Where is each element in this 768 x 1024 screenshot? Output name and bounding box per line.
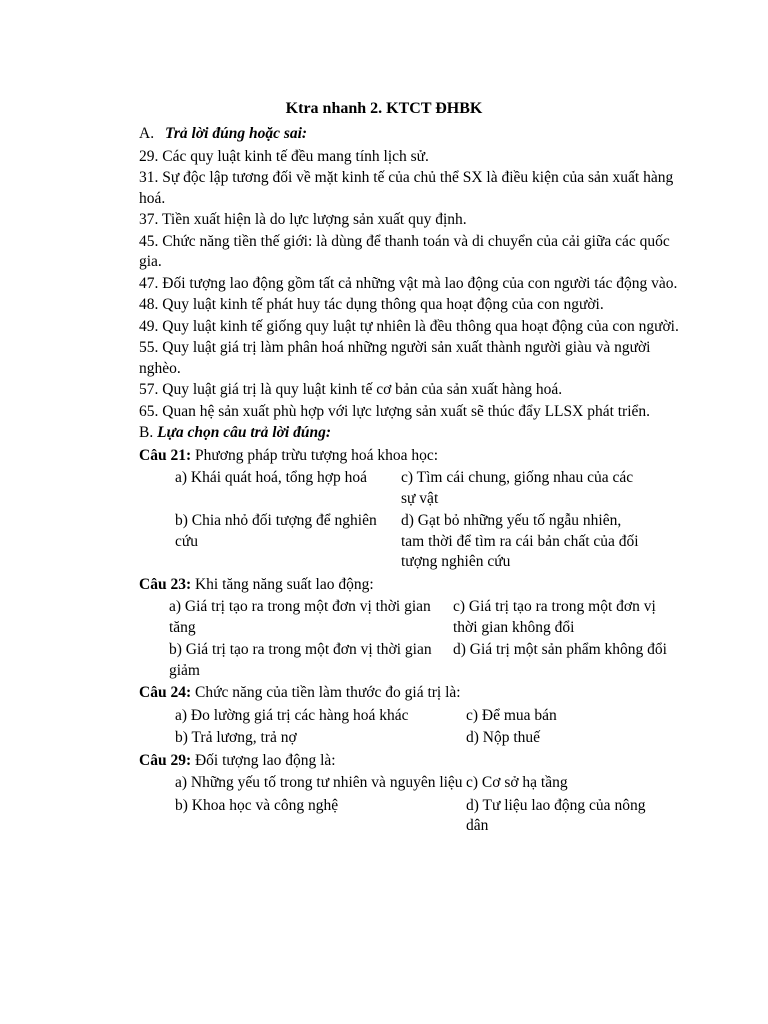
option-d: d) Tư liệu lao động của nông dân	[466, 796, 646, 834]
option-b: b) Trả lương, trả nợ	[175, 729, 297, 746]
option-c: c) Cơ sở hạ tầng	[466, 774, 568, 791]
question-text: Khi tăng năng suất lao động:	[191, 575, 374, 593]
question-29	[139, 751, 684, 772]
question-number: Câu 29:	[139, 751, 192, 769]
question-text: Chức năng của tiền làm thước đo giá trị là:	[191, 684, 461, 701]
statement-item: 37. Tiền xuất hiện là do lực lượng sản xuất quy định.	[139, 211, 467, 228]
statement-item: 31. Sự độc lập tương đối về mặt kinh tế của chủ thể SX là điều kiện của sản xuất hàng hoá.	[139, 169, 674, 207]
option-c: c) Để mua bán	[466, 706, 557, 724]
statement-item: 29. Các quy luật kinh tế đều mang tính lịch sử.	[139, 147, 429, 165]
question-number: Câu 21:	[139, 446, 192, 464]
section-a-heading	[139, 124, 684, 145]
option-a: a) Giá trị tạo ra trong một đơn vị thời gian tăng	[169, 598, 431, 636]
question-text: Đối tượng lao động là:	[191, 751, 336, 769]
question-23	[139, 575, 684, 596]
question-24-options	[139, 706, 684, 749]
statement-item: 65. Quan hệ sản xuất phù hợp với lực lượng sản xuất sẽ thúc đẩy LLSX phát triển.	[139, 402, 651, 420]
option-d: d) Giá trị một sản phẩm không đổi	[453, 641, 667, 658]
statement-item: 45. Chức năng tiền thế giới: là dùng để thanh toán và di chuyển của cải giữa các quốc gia.	[139, 232, 670, 270]
section-b-title: Lựa chọn câu trả lời đúng:	[157, 424, 332, 441]
question-21-options	[139, 468, 684, 573]
true-false-list	[139, 147, 684, 423]
question-21	[139, 446, 684, 467]
page-title: Ktra nhanh 2. KTCT ĐHBK	[285, 100, 483, 117]
question-number: Câu 23:	[139, 575, 192, 593]
statement-item: 57. Quy luật giá trị là quy luật kinh tế cơ bản của sản xuất hàng hoá.	[139, 381, 563, 398]
option-a: a) Những yếu tố trong tư nhiên và nguyên liệu	[175, 774, 463, 791]
option-b: b) Giá trị tạo ra trong một đơn vị thời gian giảm	[169, 641, 432, 679]
question-23-options	[139, 597, 684, 681]
option-b: b) Khoa học và công nghệ	[175, 796, 339, 814]
section-a-title: Trả lời đúng hoặc sai:	[165, 125, 308, 142]
section-a-label: A.	[139, 125, 155, 142]
section-b-label: B.	[139, 424, 154, 441]
option-b: b) Chia nhỏ đối tượng để nghiên cứu	[175, 512, 377, 550]
option-c: c) Tìm cái chung, giống nhau của các sự vật	[401, 469, 634, 507]
statement-item: 55. Quy luật giá trị làm phân hoá những người sản xuất thành người giàu và người nghèo.	[139, 339, 651, 377]
document-body	[139, 124, 684, 839]
option-d: d) Nộp thuế	[466, 729, 541, 746]
option-a: a) Đo lường giá trị các hàng hoá khác	[175, 706, 409, 724]
statement-item: 49. Quy luật kinh tế giống quy luật tự nhiên là đều thông qua hoạt động của con người.	[139, 317, 679, 335]
statement-item: 48. Quy luật kinh tế phát huy tác dụng thông qua hoạt động của con người.	[139, 296, 604, 313]
option-d: d) Gạt bỏ những yếu tố ngẫu nhiên, tam thời để tìm ra cái bản chất của đối tượng nghiên cứu	[401, 512, 639, 570]
question-number: Câu 24:	[139, 684, 192, 701]
option-c: c) Giá trị tạo ra trong một đơn vị thời gian không đổi	[453, 598, 656, 636]
section-b-heading	[139, 423, 684, 444]
question-24	[139, 683, 684, 704]
question-text: Phương pháp trừu tượng hoá khoa học:	[191, 446, 439, 464]
option-a: a) Khái quát hoá, tổng hợp hoá	[175, 469, 367, 486]
question-29-options	[139, 773, 684, 837]
statement-item: 47. Đối tượng lao động gồm tất cả những vật mà lao động của con người tác động vào.	[139, 274, 678, 292]
